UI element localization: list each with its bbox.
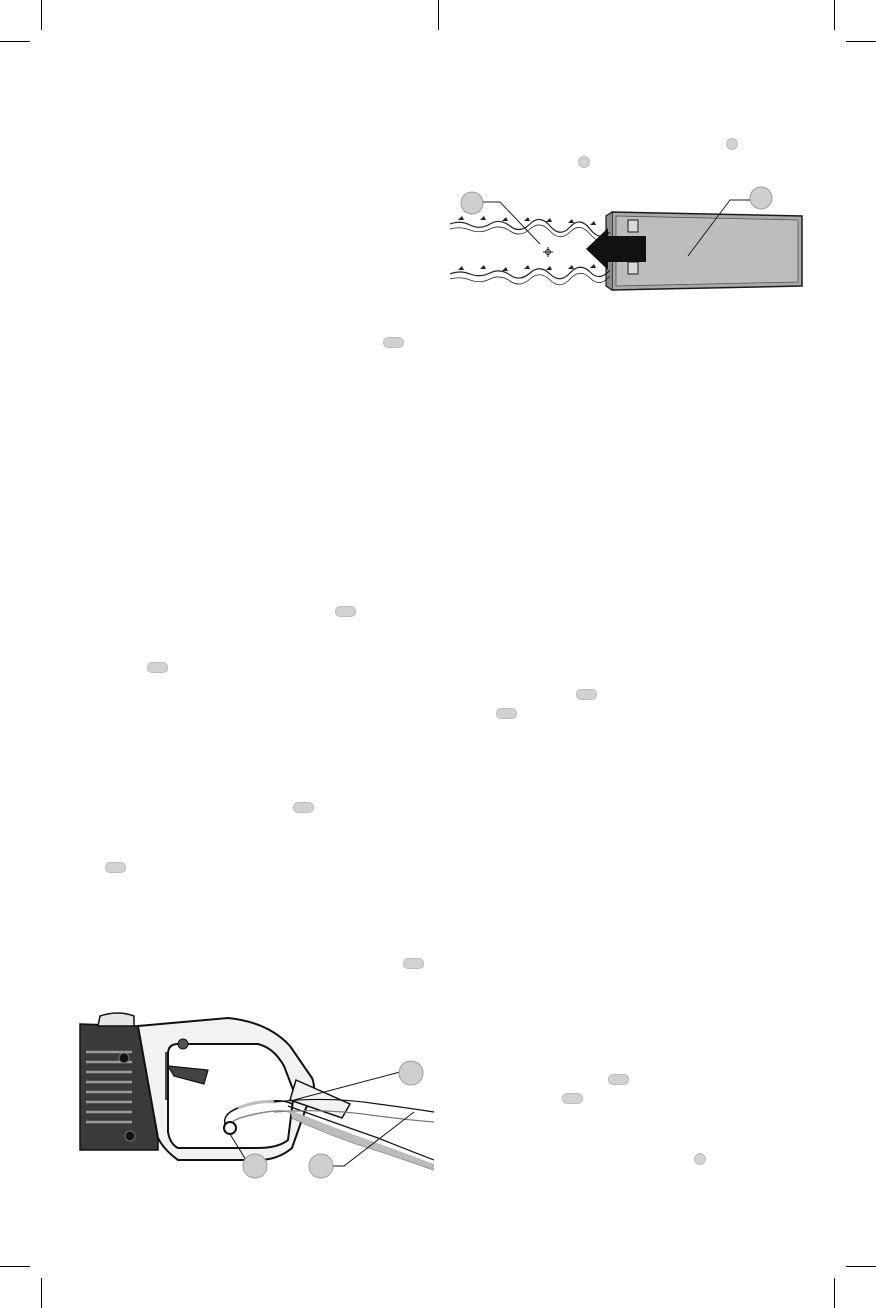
cord-hook: [224, 1122, 236, 1134]
ref-marker: [496, 708, 517, 719]
crop-mark-bottom-left-v: [41, 1278, 42, 1308]
ref-marker: [293, 802, 314, 813]
ref-marker: [578, 156, 590, 168]
callout-marker: [243, 1154, 267, 1178]
crop-mark-top-left-h: [0, 41, 30, 42]
ref-marker: [576, 689, 597, 700]
crop-mark-top-left-v: [41, 0, 42, 30]
ref-marker: [335, 606, 356, 617]
cord-hook-figure: [78, 1000, 438, 1185]
ref-marker: [383, 337, 404, 348]
callout-marker: [399, 1061, 423, 1085]
ref-marker: [562, 1093, 583, 1104]
callout-marker: [309, 1154, 333, 1178]
ref-marker: [694, 1153, 706, 1165]
saw-chain-teeth-bottom: [458, 264, 596, 271]
fold-line: [438, 0, 439, 30]
ref-marker: [105, 862, 126, 873]
crop-mark-bottom-right-h: [846, 1266, 876, 1267]
crop-mark-top-right-h: [846, 41, 876, 42]
chain-bar-figure: [440, 180, 820, 300]
saw-chain-teeth-top: [458, 216, 596, 225]
ref-marker: [726, 138, 738, 150]
center-mark-icon: [543, 247, 553, 257]
saw-chain-bottom: [450, 267, 610, 285]
crop-mark-top-right-v: [834, 0, 835, 30]
ref-marker: [608, 1074, 629, 1085]
crop-mark-bottom-right-v: [834, 1278, 835, 1308]
ref-marker: [403, 958, 424, 969]
saw-chain-top: [450, 219, 610, 240]
crop-mark-bottom-left-h: [0, 1266, 30, 1267]
rear-handle: [138, 1018, 314, 1160]
ref-marker: [147, 662, 168, 673]
top-knob: [98, 1013, 134, 1026]
